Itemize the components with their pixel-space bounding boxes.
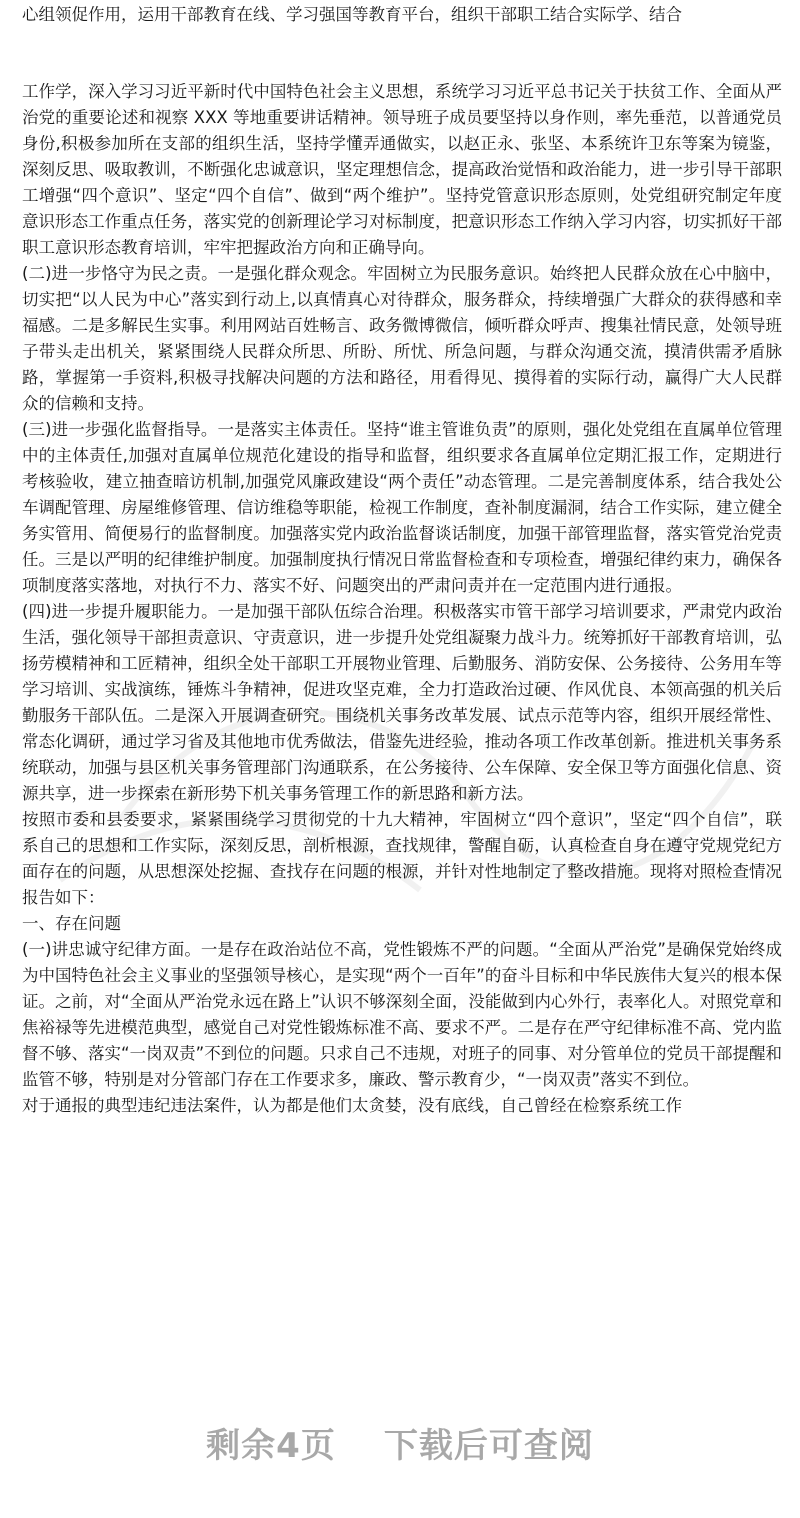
remaining-pages-label: 剩余4页 bbox=[206, 1426, 336, 1466]
paragraph-problem-1: (一)讲忠诚守纪律方面。一是存在政治站位不高，党性锻炼不严的问题。“全面从严治党”是确保党始终成为中国特色社会主义事业的坚强领导核心，是实现“两个一百年”的奋斗目标和中华民族伟大复兴的根本保证。之前，对“全面从严治党永远在路上”认识不够深刻全面，没能做到内心外行，表率化人。对照党章和焦裕禄等先进模范典型，感觉自己对党性锻炼标准不高、要求不严。二是存在严守纪律标准不高、党内监督不够、落实“一岗双责”不到位的问题。只求自己不违规，对班子的同事、对分管单位的党员干部提醒和监管不够，特别是对分管部门存在工作要求多，廉政、警示教育少，“一岗双责”落实不到位。 bbox=[22, 940, 782, 1089]
paragraph-report-intro: 按照市委和县委要求，紧紧围绕学习贯彻党的十九大精神，牢固树立“四个意识”，坚定“四个自信”，联系自己的思想和工作实际，深刻反思，剖析根源，查找规律，警醒自砺，认真检查自身在遵守党规党纪方面存在的问题，从思想深处挖掘、查找存在问题的根源，并针对性地制定了整改措施。现将对照检查情况报告如下： bbox=[22, 810, 782, 907]
download-hint-label: 下载后可查阅 bbox=[383, 1426, 594, 1466]
paragraph-section-2: (二)进一步恪守为民之责。一是强化群众观念。牢固树立为民服务意识。始终把人民群众放在心中脑中，切实把“以人民为中心”落实到行动上,以真情真心对待群众，服务群众，持续增强广大群众的获得感和幸福感。二是多解民生实事。利用网站百姓畅言、政务微博微信，倾听群众呼声、搜集社情民意，处领导班子带头走出机关，紧紧围绕人民群众所思、所盼、所忧、所急问题，与群众沟通交流，摸清供需矛盾脉路，掌握第一手资料,积极寻找解决问题的方法和路径，用看得见、摸得着的实际行动，赢得广大人民群众的信赖和支持。 bbox=[22, 264, 782, 413]
paragraph-1-continued: 工作学，深入学习习近平新时代中国特色社会主义思想，系统学习习近平总书记关于扶贫工作、全面从严治党的重要论述和视察 XXX 等地重要讲话精神。领导班子成员要坚持以身作则，率先垂范，以普通党员身份,积极参加所在支部的组织生活，坚持学懂弄通做实，以赵正永、张坚、本系统许卫东等案为镜鉴，深刻反思、吸取教训，不断强化忠诚意识，坚定理想信念，提高政治觉悟和政治能力，进一步引导干部职工增强“四个意识”、坚定“四个自信”、做到“两个维护”。坚持党管意识形态原则，处党组研究制定年度意识形态工作重点任务，落实党的创新理论学习对标制度，把意识形态工作纳入学习内容，切实抓好干部职工意识形态教育培训，牢牢把握政治方向和正确导向。 bbox=[22, 82, 782, 257]
download-prompt-banner[interactable] bbox=[0, 1418, 800, 1467]
paragraph-section-4: (四)进一步提升履职能力。一是加强干部队伍综合治理。积极落实市管干部学习培训要求，严肃党内政治生活，强化领导干部担责意识、守责意识，进一步提升处党组凝聚力战斗力。统筹抓好干部教育培训，弘扬劳模精神和工匠精神，组织全处干部职工开展物业管理、后勤服务、消防安保、公务接待、公务用车等学习培训、实战演练，锤炼斗争精神，促进攻坚克难，全力打造政治过硬、作风优良、本领高强的机关后勤服务干部队伍。二是深入开展调查研究。围绕机关事务改革发展、试点示范等内容，组织开展经常性、常态化调研，通过学习省及其他地市优秀做法，借鉴先进经验，推动各项工作改革创新。推进机关事务系统联动，加强与县区机关事务管理部门沟通联系，在公务接待、公车保障、安全保卫等方面强化信息、资源共享，进一步探索在新形势下机关事务管理工作的新思路和新方法。 bbox=[22, 602, 782, 803]
paragraph-section-3: (三)进一步强化监督指导。一是落实主体责任。坚持“谁主管谁负责”的原则，强化处党组在直属单位管理中的主体责任,加强对直属单位规范化建设的指导和监督，组织要求各直属单位定期汇报工作，定期进行考核验收，建立抽查暗访机制,加强党风廉政建设“两个责任”动态管理。二是完善制度体系，结合我处公车调配管理、房屋维修管理、信访维稳等职能，检视工作制度，查补制度漏洞，结合工作实际，建立健全务实管用、简便易行的监督制度。加强落实党内政治监督谈话制度，加强干部管理监督，落实管党治党责任。三是以严明的纪律维护制度。加强制度执行情况日常监督检查和专项检查，增强纪律约束力，确保各项制度落实落地，对执行不力、落实不好、问题突出的严肃问责并在一定范围内进行通报。 bbox=[22, 420, 782, 595]
heading-existing-problems: 一、存在问题 bbox=[22, 914, 121, 933]
page-fragment-top-line: 心组领促作用，运用干部教育在线、学习强国等教育平台，组织干部职工结合实际学、结合 bbox=[22, 5, 682, 24]
paragraph-truncated: 对于通报的典型违纪违法案件，认为都是他们太贪婪，没有底线，自己曾经在检察系统工作 bbox=[22, 1096, 682, 1115]
document-body bbox=[22, 79, 782, 1119]
